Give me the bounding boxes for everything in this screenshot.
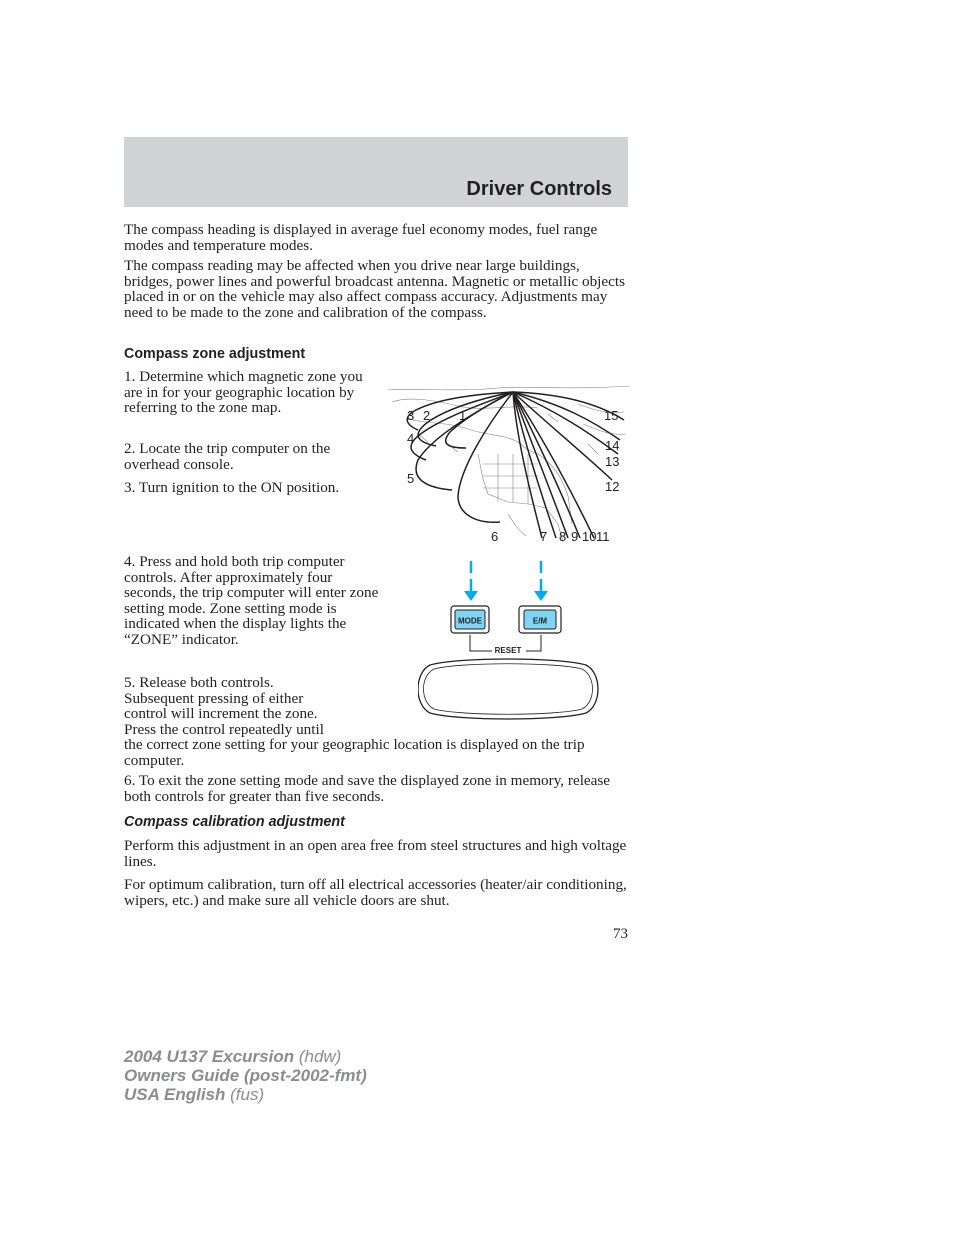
zone-label: 12	[605, 479, 620, 494]
footer-model-code: (hdw)	[294, 1047, 342, 1066]
zone-label: 15	[604, 408, 619, 423]
footer-language: USA English	[124, 1085, 226, 1104]
overhead-console-illustration	[418, 555, 600, 720]
paragraph-calibration-accessories: For optimum calibration, turn off all electrical accessories (heater/air conditioning, wipers, etc.) and make sure all vehicle doors are shut.	[124, 876, 627, 909]
footer-language-code: (fus)	[225, 1085, 265, 1104]
em-button-label: E/M	[532, 616, 548, 626]
em-button[interactable]	[519, 606, 561, 633]
step-4: 4. Press and hold both trip computer controls. After approximately four seconds, the trip computer will enter zone setting mode. Zone setting mode is indicated when the display lights the “ZONE” indicator.	[124, 553, 379, 648]
mode-button-label: MODE	[458, 616, 482, 626]
zone-lines	[407, 392, 624, 538]
zone-label: 8	[559, 529, 567, 544]
paragraph-compass-heading: The compass heading is displayed in average fuel economy modes, fuel range modes and temperature modes.	[124, 221, 598, 254]
paragraph-compass-interference: The compass reading may be affected when you drive near large buildings, bridges, power lines and powerful broadcast antenna. Magnetic or metallic objects placed in or on the vehicle may also affect compass accuracy. Adjustments may need to be made to the zone and calibration of the compass.	[124, 257, 626, 321]
zone-label: 13	[605, 454, 620, 469]
zone-label: 9	[571, 529, 579, 544]
heading-compass-zone: Compass zone adjustment	[124, 346, 306, 362]
footer-guide: Owners Guide (post-2002-fmt)	[124, 1066, 367, 1085]
rearview-mirror	[418, 659, 598, 719]
zone-label: 14	[605, 438, 620, 453]
step-5-line: control will increment the zone.	[124, 705, 318, 723]
mode-button[interactable]	[451, 606, 489, 633]
zone-label: 1	[459, 408, 467, 423]
zone-label: 3	[407, 408, 415, 423]
magnetic-zone-map	[388, 384, 630, 546]
arrow-icon	[464, 561, 548, 601]
step-5-line: Subsequent pressing of either	[124, 689, 304, 707]
footer-model: 2004 U137 Excursion	[124, 1047, 295, 1066]
page-title: Driver Controls	[466, 178, 612, 200]
zone-label: 2	[423, 408, 431, 423]
step-5-continued: the correct zone setting for your geographic location is displayed on the trip computer.	[124, 736, 585, 769]
reset-label: RESET	[494, 646, 522, 655]
zone-label: 5	[407, 471, 415, 486]
paragraph-calibration-area: Perform this adjustment in an open area free from steel structures and high voltage lines.	[124, 837, 627, 870]
page-number: 73	[613, 926, 628, 942]
step-6: 6. To exit the zone setting mode and save the displayed zone in memory, release both controls for greater than five seconds.	[124, 772, 611, 805]
heading-compass-calibration: Compass calibration adjustment	[124, 814, 345, 830]
zone-label: 11	[596, 529, 610, 544]
header-band	[124, 137, 628, 207]
step-5	[124, 675, 364, 737]
zone-label: 6	[491, 529, 499, 544]
step-5-line: 5. Release both controls.	[124, 674, 274, 691]
footer	[124, 1047, 367, 1104]
step-5-line: Press the control repeatedly until	[124, 720, 324, 738]
zone-label: 10	[582, 529, 597, 544]
step-2: 2. Locate the trip computer on the overhead console.	[124, 440, 331, 473]
zone-label: 7	[540, 529, 548, 544]
step-1: 1. Determine which magnetic zone you are in for your geographic location by referring to the zone map.	[124, 368, 363, 417]
step-3: 3. Turn ignition to the ON position.	[124, 479, 340, 496]
zone-label: 4	[407, 431, 415, 446]
